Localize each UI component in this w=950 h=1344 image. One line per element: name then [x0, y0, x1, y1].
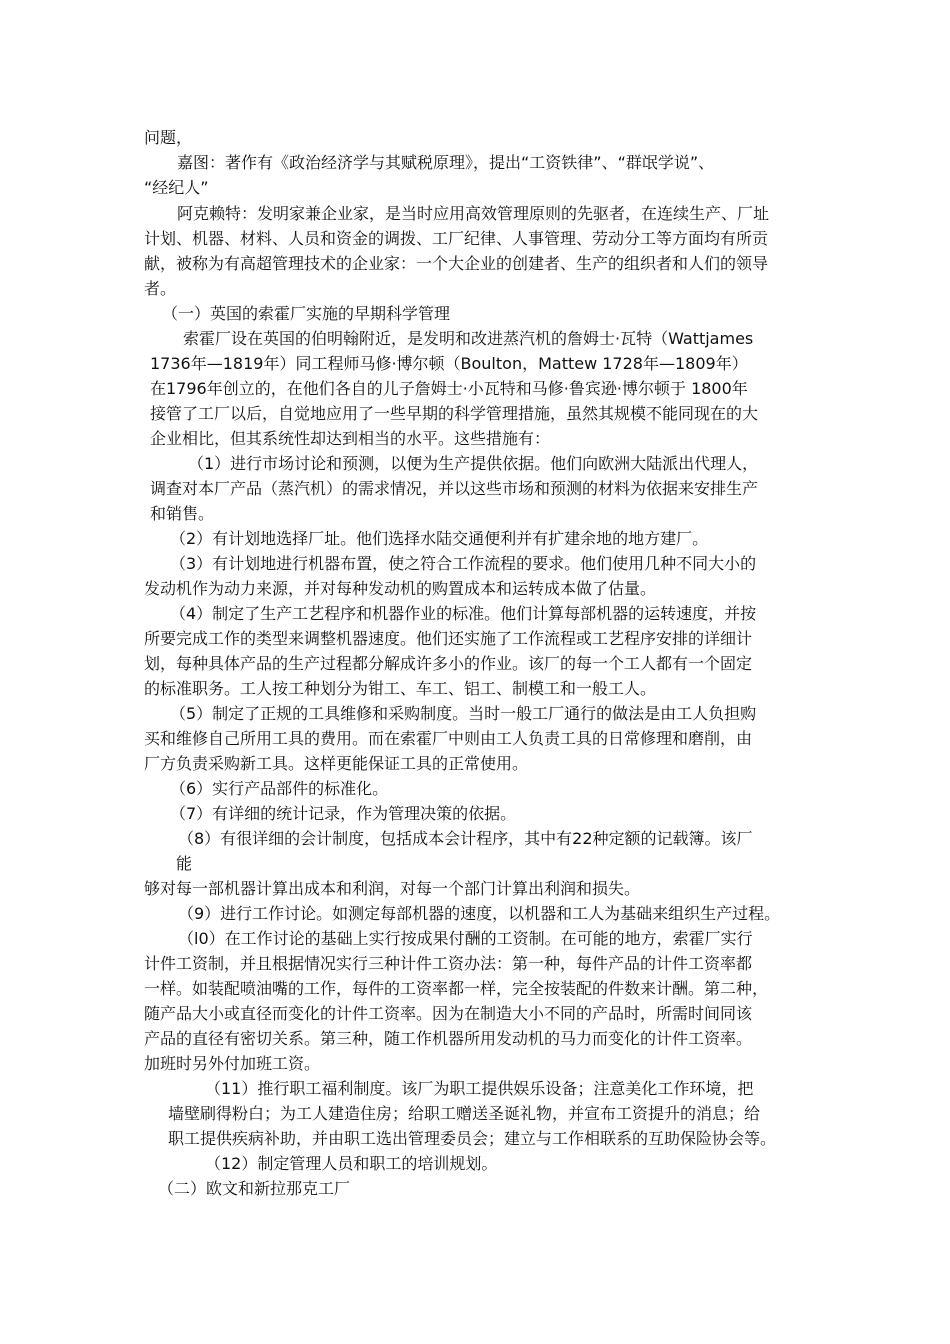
text-line: （4）制定了生产工艺程序和机器作业的标准。他们计算每部机器的运转速度，并按 [170, 604, 757, 623]
text-line: （l0）在工作讨论的基础上实行按成果付酬的工资制。在可能的地方，索霍厂实行 [178, 929, 753, 948]
text-line: 职工提供疾病补助，并由职工选出管理委员会；建立与工作相联系的互助保险协会等。 [168, 1129, 777, 1148]
text-line: （1）进行市场讨论和预测，以便为生产提供依据。他们向欧洲大陆派出代理人， [188, 454, 759, 473]
text-line: 划，每种具体产品的生产过程都分解成许多小的作业。该厂的每一个工人都有一个固定 [144, 654, 753, 673]
text-line: 的标准职务。工人按工种划分为钳工、车工、铝工、制模工和一般工人。 [144, 679, 657, 698]
text-line: （11）推行职工福利制度。该厂为职工提供娱乐设备；注意美化工作环境，把 [205, 1079, 754, 1098]
text-line: 企业相比，但其系统性却达到相当的水平。这些措施有： [150, 429, 551, 448]
text-line: 发动机作为动力来源，并对每种发动机的购置成本和运转成本做了估量。 [144, 579, 657, 598]
text-line: 随产品大小或直径而变化的计件工资率。因为在制造大小不同的产品时，所需时间同该 [144, 1004, 753, 1023]
text-line: 买和维修自己所用工具的费用。而在索霍厂中则由工人负责工具的日常修理和磨削，由 [144, 729, 753, 748]
text-line: 接管了工厂以后，自觉地应用了一些早期的科学管理措施，虽然其规模不能同现在的大 [150, 404, 759, 423]
text-line: 墙壁刷得粉白；为工人建造住房；给职工赠送圣诞礼物，并宣布工资提升的消息；给 [168, 1104, 761, 1123]
text-line: 索霍厂设在英国的伯明翰附近，是发明和改进蒸汽机的詹姆士·瓦特（Wattjames [183, 329, 754, 348]
text-line: 计划、机器、材料、人员和资金的调拨、工厂纪律、人事管理、劳动分工等方面均有所贡 [144, 229, 769, 248]
text-line: 阿克赖特：发明家兼企业家，是当时应用高效管理原则的先驱者，在连续生产、厂址 [177, 204, 770, 223]
text-line: 调查对本厂产品（蒸汽机）的需求情况，并以这些市场和预测的材料为依据来安排生产 [150, 479, 759, 498]
text-line: 一样。如装配喷油嘴的工作，每件的工资率都一样，完全按装配的件数来计酬。第二种， [144, 979, 769, 998]
text-line: （3）有计划地进行机器布置，使之符合工作流程的要求。他们使用几种不同大小的 [170, 554, 757, 573]
text-line: （12）制定管理人员和职工的培训规划。 [205, 1154, 498, 1173]
text-line: 在1796年创立的，在他们各自的儿子詹姆士·小瓦特和马修·鲁宾逊·博尔顿于 1800年 [150, 379, 748, 398]
text-line: 和销售。 [150, 504, 215, 523]
section-heading: （一）英国的索霍厂实施的早期科学管理 [162, 304, 451, 323]
text-line: （7）有详细的统计记录，作为管理决策的依据。 [170, 804, 517, 823]
text-line: （6）实行产品部件的标准化。 [170, 779, 389, 798]
text-line: 献，被称为有高超管理技术的企业家：一个大企业的创建者、生产的组织者和人们的领导 [144, 254, 769, 273]
text-line: 所要完成工作的类型来调整机器速度。他们还实施了工作流程或工艺程序安排的详细计 [144, 629, 753, 648]
text-line: 厂方负责采购新工具。这样更能保证工具的正常使用。 [144, 754, 529, 773]
section-heading: （二）欧文和新拉那克工厂 [158, 1179, 351, 1198]
text-line: （8）有很详细的会计制度，包括成本会计程序，其中有22种定额的记载簿。该厂 [178, 829, 753, 848]
text-line: 能 [176, 854, 193, 873]
text-line: 1736年—1819年）同工程师马修·博尔顿（Boulton，Mattew 1728年—1809年） [150, 354, 748, 373]
text-line: （5）制定了正规的工具维修和采购制度。当时一般工厂通行的做法是由工人负担购 [170, 704, 757, 723]
text-line: 嘉图：著作有《政治经济学与其赋税原理》，提出“工资铁律”、“群氓学说”、 [177, 153, 715, 172]
text-line: 问题， [144, 128, 193, 147]
text-line: 产品的直径有密切关系。第三种，随工作机器所用发动机的马力而变化的计件工资率。 [144, 1029, 753, 1048]
text-line: （2）有计划地选择厂址。他们选择水陆交通便利并有扩建余地的地方建厂。 [170, 529, 709, 548]
text-line: 够对每一部机器计算出成本和利润，对每一个部门计算出利润和损失。 [144, 879, 641, 898]
text-line: （9）进行工作讨论。如测定每部机器的速度，以机器和工人为基础来组织生产过程。 [178, 904, 781, 923]
text-line: 加班时另外付加班工资。 [144, 1054, 321, 1073]
text-line: 计件工资制，并且根据情况实行三种计件工资办法：第一种，每件产品的计件工资率都 [144, 954, 753, 973]
text-line: “经纪人” [144, 178, 209, 197]
text-line: 者。 [144, 279, 177, 298]
